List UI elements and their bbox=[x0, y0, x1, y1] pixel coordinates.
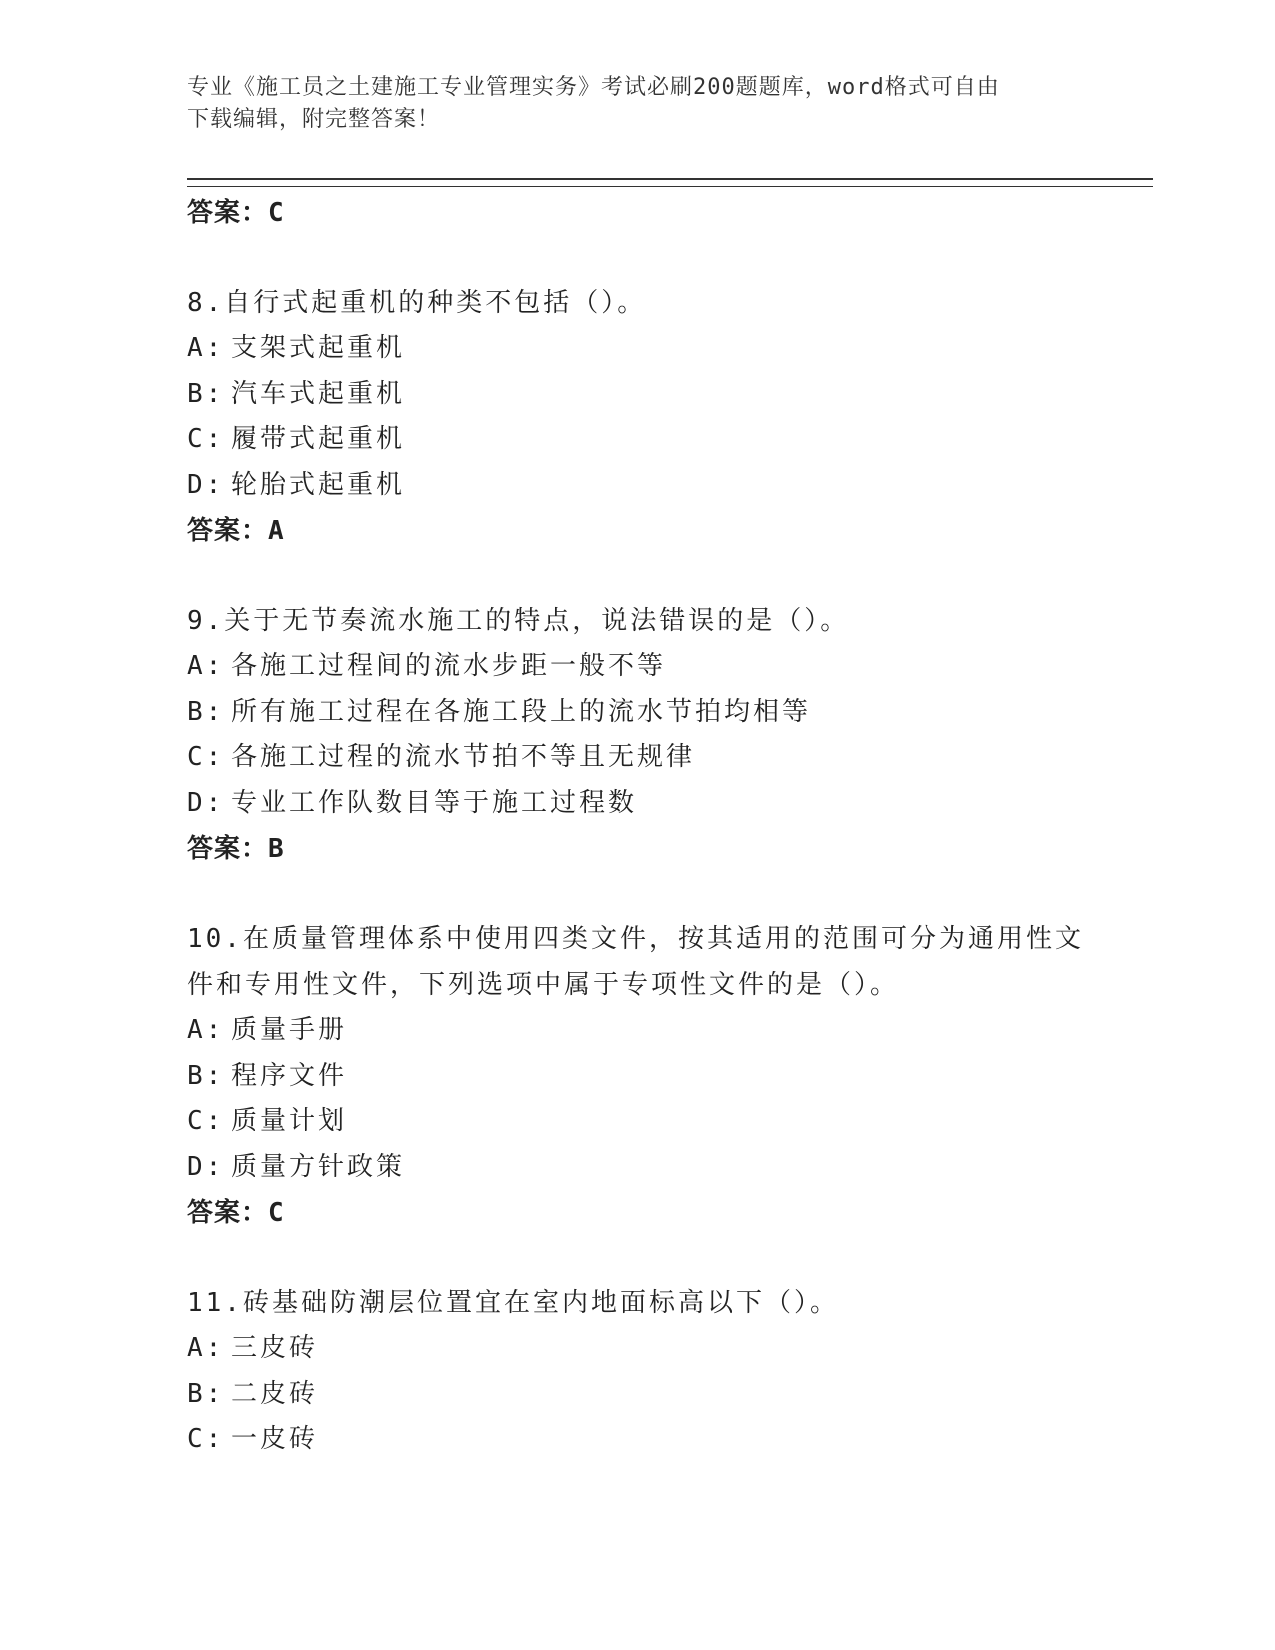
document-header bbox=[187, 72, 1067, 136]
option-letter: A: bbox=[187, 1015, 225, 1045]
option-letter: D: bbox=[187, 469, 225, 500]
option-10-c bbox=[187, 1099, 1147, 1145]
option-letter: B: bbox=[187, 1060, 225, 1091]
option-text: 专业工作队数目等于施工过程数 bbox=[231, 787, 638, 818]
option-text: 履带式起重机 bbox=[231, 424, 406, 454]
option-letter: A: bbox=[187, 333, 225, 363]
header-line-1: 专业《施工员之土建施工专业管理实务》考试必刷200题题库，word格式可自由 bbox=[187, 75, 1000, 100]
question-11: 11.砖基础防潮层位置宜在室内地面标高以下（）。 bbox=[187, 1288, 839, 1318]
option-8-d bbox=[187, 463, 1147, 509]
option-9-d bbox=[187, 781, 1147, 827]
option-letter: B: bbox=[187, 1378, 225, 1409]
option-letter: D: bbox=[187, 1151, 225, 1182]
question-10-line-2: 件和专用性文件，下列选项中属于专项性文件的是（）。 bbox=[187, 970, 900, 1000]
option-text: 质量方针政策 bbox=[231, 1151, 406, 1182]
option-9-c bbox=[187, 735, 1147, 781]
option-letter: B: bbox=[187, 696, 225, 727]
option-letter: A: bbox=[187, 651, 225, 681]
option-text: 轮胎式起重机 bbox=[231, 469, 406, 500]
option-text: 三皮砖 bbox=[231, 1333, 319, 1363]
option-text: 支架式起重机 bbox=[231, 333, 406, 363]
document-body bbox=[187, 190, 1147, 1463]
question-8: 8.自行式起重机的种类不包括（）。 bbox=[187, 288, 647, 318]
option-8-a bbox=[187, 326, 1147, 372]
option-10-a bbox=[187, 1008, 1147, 1054]
option-text: 各施工过程的流水节拍不等且无规律 bbox=[231, 742, 696, 772]
answer-q7: 答案：C bbox=[187, 198, 285, 228]
option-text: 质量手册 bbox=[231, 1015, 348, 1045]
option-letter: C: bbox=[187, 424, 225, 454]
option-text: 程序文件 bbox=[231, 1060, 348, 1091]
question-10 bbox=[187, 916, 1147, 1008]
option-8-c bbox=[187, 417, 1147, 463]
option-letter: A: bbox=[187, 1333, 225, 1363]
option-text: 质量计划 bbox=[231, 1106, 348, 1136]
answer-q10: 答案：C bbox=[187, 1198, 285, 1228]
option-letter: C: bbox=[187, 1106, 225, 1136]
option-letter: C: bbox=[187, 1424, 225, 1454]
option-11-b bbox=[187, 1372, 1147, 1418]
option-10-d bbox=[187, 1145, 1147, 1191]
header-divider bbox=[187, 178, 1153, 187]
answer-q9: 答案：B bbox=[187, 834, 285, 864]
option-text: 汽车式起重机 bbox=[231, 378, 406, 409]
option-letter: D: bbox=[187, 787, 225, 818]
header-line-2: 下载编辑，附完整答案！ bbox=[187, 107, 441, 132]
answer-q8: 答案：A bbox=[187, 516, 285, 546]
question-10-line-1: 10.在质量管理体系中使用四类文件，按其适用的范围可分为通用性文 bbox=[187, 924, 1084, 954]
option-text: 各施工过程间的流水步距一般不等 bbox=[231, 651, 667, 681]
option-10-b bbox=[187, 1054, 1147, 1100]
option-letter: C: bbox=[187, 742, 225, 772]
question-9: 9.关于无节奏流水施工的特点，说法错误的是（）。 bbox=[187, 606, 850, 636]
option-9-b bbox=[187, 690, 1147, 736]
option-text: 所有施工过程在各施工段上的流水节拍均相等 bbox=[231, 696, 812, 727]
option-11-a bbox=[187, 1326, 1147, 1372]
option-letter: B: bbox=[187, 378, 225, 409]
option-text: 一皮砖 bbox=[231, 1424, 319, 1454]
option-9-a bbox=[187, 644, 1147, 690]
option-text: 二皮砖 bbox=[231, 1378, 319, 1409]
option-8-b bbox=[187, 372, 1147, 418]
option-11-c bbox=[187, 1417, 1147, 1463]
